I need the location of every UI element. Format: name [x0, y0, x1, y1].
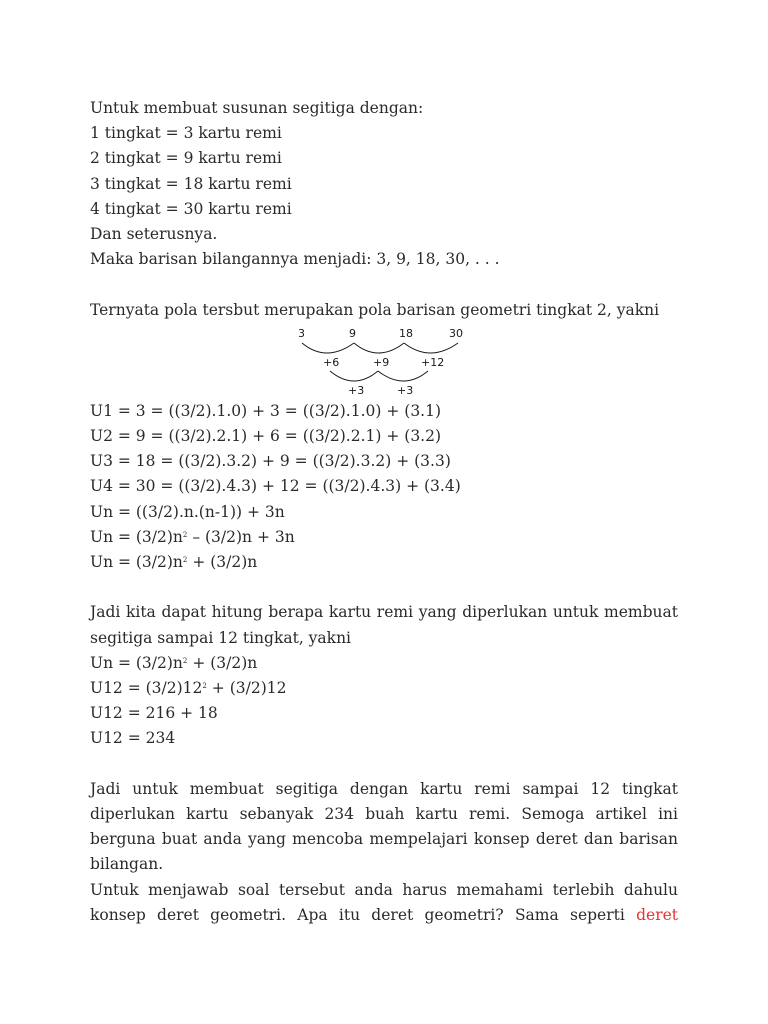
formula-line: $Un = (3/2)n^2 + (3/2)n$: [90, 553, 258, 572]
intro-line: 2 tingkat = 9 kartu remi: [90, 149, 282, 168]
calc-line: $U12 = (3/2)12^2 + (3/2)12$: [90, 679, 287, 698]
difference-diagram-svg: [90, 325, 678, 397]
conclusion-line: Jadi untuk membuat segitiga dengan kartu remi sampai 12 tingkat: [90, 779, 678, 798]
diagram-second-difference: +3: [397, 383, 414, 397]
formula-line: U3 = 18 = ((3/2).3.2) + 9 = ((3/2).3.2) + (3.3): [90, 452, 451, 471]
formula-line: U4 = 30 = ((3/2).4.3) + 12 = ((3/2).4.3) + (3.4): [90, 477, 461, 496]
diagram-first-difference: +6: [323, 355, 340, 369]
diagram-first-difference: +12: [421, 355, 445, 369]
exponent: 2: [182, 530, 188, 539]
paragraph-gap: [90, 752, 678, 777]
diagram-arc: [404, 343, 458, 353]
formula-line: U2 = 9 = ((3/2).2.1) + 6 = ((3/2).2.1) + (3.2): [90, 427, 442, 446]
diagram-term: 3: [298, 326, 305, 340]
diagram-arc: [354, 343, 404, 353]
deret-link[interactable]: deret: [636, 905, 678, 924]
diagram-arc: [302, 343, 354, 353]
exponent: 2: [182, 556, 188, 565]
conclusion-line: berguna buat anda yang mencoba mempelajari konsep deret dan barisan: [90, 830, 678, 849]
intro-line: Untuk membuat susunan segitiga dengan:: [90, 99, 424, 117]
diagram-second-difference: +3: [348, 383, 365, 397]
formula-line: U1 = 3 = ((3/2).1.0) + 3 = ((3/2).1.0) + (3.1): [90, 401, 442, 420]
diagram-first-difference: +9: [373, 355, 390, 369]
conclusion-line: bilangan.: [90, 855, 164, 874]
diagram-term: 18: [399, 326, 413, 340]
diagram-arc: [378, 371, 428, 381]
formula-line: Un = ((3/2).n.(n-1)) + 3n: [90, 502, 285, 521]
closing-line: Untuk menjawab soal tersebut anda harus memahami terlebih dahulu: [90, 880, 678, 899]
intro-line: 4 tingkat = 30 kartu remi: [90, 199, 292, 218]
diagram-term: 9: [349, 326, 356, 340]
exponent: 2: [202, 682, 207, 691]
diagram-term: 30: [449, 326, 463, 340]
difference-diagram: [90, 325, 678, 397]
intro-line: 1 tingkat = 3 kartu remi: [90, 124, 282, 143]
conclusion-line: diperlukan kartu sebanyak 234 buah kartu remi. Semoga artikel ini: [90, 805, 678, 824]
document-page: [90, 96, 678, 928]
calc-line: U12 = 216 + 18: [90, 704, 218, 723]
pattern-sentence: Ternyata pola tersbut merupakan pola barisan geometri tingkat 2, yakni: [90, 300, 660, 319]
question-line: Jadi kita dapat hitung berapa kartu remi yang diperlukan untuk membuat: [90, 603, 678, 622]
intro-line: 3 tingkat = 18 kartu remi: [90, 174, 292, 193]
intro-line: Dan seterusnya.: [90, 225, 218, 244]
paragraph-gap: [90, 272, 678, 297]
question-line: segitiga sampai 12 tingkat, yakni: [90, 628, 352, 647]
calc-line: U12 = 234: [90, 729, 176, 748]
closing-line: konsep deret geometri. Apa itu deret geometri? Sama seperti deret: [90, 905, 678, 924]
paragraph-gap: [90, 575, 678, 600]
calc-line: $Un = (3/2)n^2 + (3/2)n$: [90, 653, 258, 672]
diagram-arc: [330, 371, 378, 381]
exponent: 2: [182, 656, 188, 665]
intro-line: Maka barisan bilangannya menjadi: 3, 9, 18, 30, . . .: [90, 250, 500, 269]
formula-line: $Un = (3/2)n^2 - (3/2)n + 3n$: [90, 527, 295, 546]
